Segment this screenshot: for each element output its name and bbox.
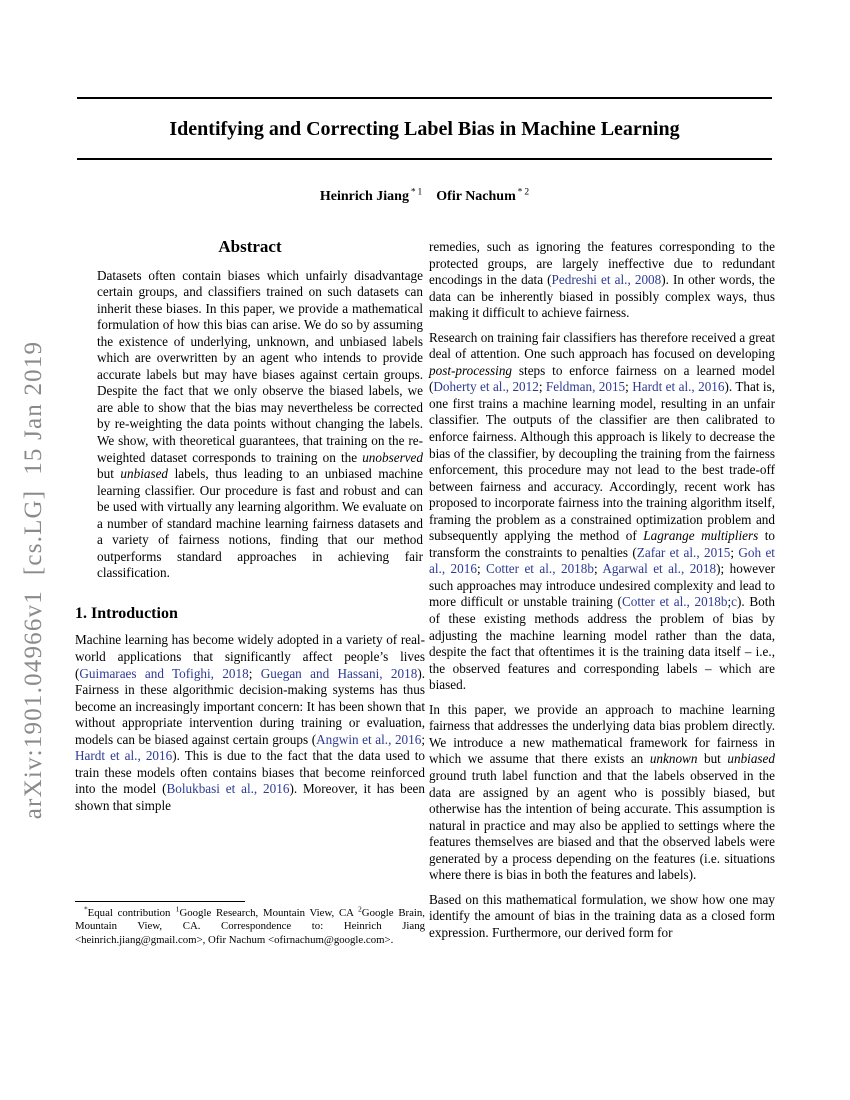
citation-link[interactable]: Pedreshi et al., 2008	[551, 272, 662, 288]
citation-link[interactable]: Hardt et al., 2016	[632, 379, 725, 395]
text-segment: Research on training fair classifiers has therefore received a great deal of attention. One such approach has focused on developing	[429, 329, 775, 362]
text-segment: ). Moreover, it has been shown that simple	[75, 781, 425, 813]
citation-link[interactable]: Guimaraes and Tofighi, 2018	[79, 665, 249, 681]
footnote-rule	[75, 901, 245, 902]
text-segment: Lagrange multipliers	[643, 528, 759, 544]
citation-link[interactable]: Guegan and Hassani, 2018	[260, 665, 418, 681]
text-segment: Heinrich Jiang	[319, 189, 409, 204]
text-segment: ). That is, one first trains a machine learning model, resulting in an unfair classifier. The outputs of the classifier are then calibrated to enforce fairness. Although this approach is likely to decrease the bias of the classifier, by decoupling the training from the fairness enforcement, this procedure may not lead to the best trade-off between fairness and accuracy. Accordingly, recent work has proposed to incorporate fairness into the training algorithm itself, framing the problem as a constrained optimization problem and subsequently applying the method of	[429, 379, 776, 544]
text-segment: ). Fairness in these algorithmic decision-making systems has thus become an increasingly important concern: It has been shown that without appropriate intervention during training or evaluation, models can be biased against certain groups (	[75, 665, 426, 747]
footnote-text	[75, 904, 426, 947]
left-column	[75, 239, 425, 823]
text-segment: 1	[175, 904, 180, 914]
paper-title: Identifying and Correcting Label Bias in Machine Learning	[169, 118, 680, 140]
text-segment: unobserved	[362, 449, 423, 465]
introduction-heading: 1. Introduction	[75, 604, 178, 622]
text-segment: Machine learning has become widely adopted in a variety of real-world applications that significantly affect people’s lives (	[75, 632, 425, 681]
text-segment: but	[97, 466, 121, 482]
introduction-paragraph	[75, 632, 425, 814]
text-segment	[422, 189, 436, 204]
text-segment: ;	[593, 561, 603, 577]
text-segment: ). Both of these existing methods address the problem of bias by adjusting the machine learning model rather than the data, despite the fact that oftentimes it is the training data itself – i.e., the observed features and corresponding labels – which are biased.	[429, 594, 776, 693]
right-paragraph-4	[429, 892, 775, 942]
text-segment: to transform the constraints to penalties (	[429, 528, 776, 560]
text-segment: ;	[476, 561, 487, 577]
citation-link[interactable]: Doherty et al., 2012	[433, 379, 539, 395]
text-segment: ;	[538, 379, 546, 395]
citation-link[interactable]: Angwin et al., 2016	[316, 731, 422, 747]
author-line	[77, 189, 772, 205]
text-segment: Datasets often contain biases which unfairly disadvantage certain groups, and classifiers trained on such datasets can inherit these biases. In this paper, we provide a mathematical formulation of how this bias can arise. We do so by assuming the existence of underlying, unknown, and unbiased labels which are overwritten by an agent who intends to provide accurate labels but may have biases against certain groups. Despite the fact that we only observe the biased labels, we are able to show that the bias may nevertheless be corrected by re-weighting the data points without changing the labels. We show, with theoretical guarantees, that training on the re-weighted dataset corresponds to training on the	[97, 267, 423, 465]
text-segment: Equal contribution	[87, 907, 176, 919]
text-segment: remedies, such as ignoring the features corresponding to the protected groups, are largely ineffective due to redundant encodings in the data (	[429, 239, 775, 288]
text-segment: ground truth label function and that the labels observed in the data are assigned by an agent who is possibly biased, but otherwise has the intention of being accurate. This assumption is natural in practice and may also be applied to settings where the features themselves are biased and that the observed labels were generated by a process depending on the features (i.e. situations where there is bias in both the features and labels).	[429, 767, 775, 883]
text-segment: ;	[730, 544, 739, 560]
citation-link[interactable]: Bolukbasi et al., 2016	[166, 781, 290, 797]
citation-link[interactable]: Cotter et al., 2018b	[621, 594, 728, 610]
text-segment: post-processing	[429, 362, 513, 378]
text-segment: *	[84, 904, 88, 914]
text-segment: unbiased	[120, 466, 169, 482]
text-segment: * 1	[408, 187, 423, 198]
text-segment: Google Brain, Mountain View, CA. Correspondence to: Heinrich Jiang <heinrich.jiang@gmail.com>, Ofir Nachum <ofirnachum@google.com>.	[75, 907, 426, 946]
title-rule-bottom	[77, 158, 772, 160]
text-segment: but	[697, 751, 728, 767]
abstract-heading: Abstract	[218, 237, 282, 256]
abstract-paragraph	[97, 268, 423, 582]
citation-link[interactable]: Feldman, 2015	[545, 379, 626, 395]
text-segment: ). This is due to the fact that the data used to train these models often contains biases that become reinforced into the model (	[75, 748, 425, 797]
citation-link[interactable]: Hardt et al., 2016	[75, 748, 173, 764]
text-segment: steps to enforce fairness on a learned model (	[429, 362, 775, 395]
text-segment: Google Research, Mountain View, CA	[179, 907, 359, 919]
right-paragraph-3	[429, 702, 775, 884]
citation-link[interactable]: c	[731, 594, 738, 610]
text-segment: ;	[625, 379, 633, 395]
text-segment: ;	[248, 665, 261, 681]
title-rule-top	[77, 97, 772, 99]
citation-link[interactable]: Cotter et al., 2018b	[486, 561, 594, 577]
text-segment: ;	[421, 731, 425, 747]
text-segment: ). In other words, the data can be inherently biased in possibly complex ways, thus making it difficult to achieve fairness.	[429, 272, 775, 321]
text-segment: unbiased	[727, 751, 775, 767]
footnote-block	[75, 901, 425, 947]
citation-link[interactable]: Goh et al., 2016	[429, 544, 775, 577]
arxiv-watermark: arXiv:1901.04966v1 [cs.LG] 15 Jan 2019	[20, 340, 47, 820]
text-segment: 2	[358, 904, 362, 914]
text-segment: Based on this mathematical formulation, we show how one may identify the amount of bias in the training data as a closed form expression. Furthermore, our derived form for	[429, 891, 775, 940]
text-segment: ;	[727, 594, 732, 610]
text-segment: In this paper, we provide an approach to machine learning fairness that addresses the underlying data bias problem directly. We introduce a new mathematical framework for fairness in which we assume that there exists an	[429, 701, 775, 767]
citation-link[interactable]: Zafar et al., 2015	[636, 544, 731, 560]
text-segment: unknown	[649, 751, 698, 767]
text-segment: labels, thus leading to an unbiased machine learning classifier. Our procedure is fast and robust and can be used with virtually any learning algorithm. We evaluate on a number of standard machine learning fairness datasets and a variety of fairness notions, finding that our method outperforms standard approaches in achieving fair classification.	[97, 466, 423, 581]
right-paragraph-1	[429, 239, 775, 322]
text-segment: Ofir Nachum	[436, 189, 516, 204]
right-column	[429, 239, 775, 949]
right-paragraph-2	[429, 330, 775, 694]
text-segment: * 2	[515, 187, 530, 198]
citation-link[interactable]: Agarwal et al., 2018	[602, 561, 717, 577]
text-segment: ); however such approaches may introduce undesired complexity and lead to more difficult or unstable training (	[429, 561, 775, 610]
